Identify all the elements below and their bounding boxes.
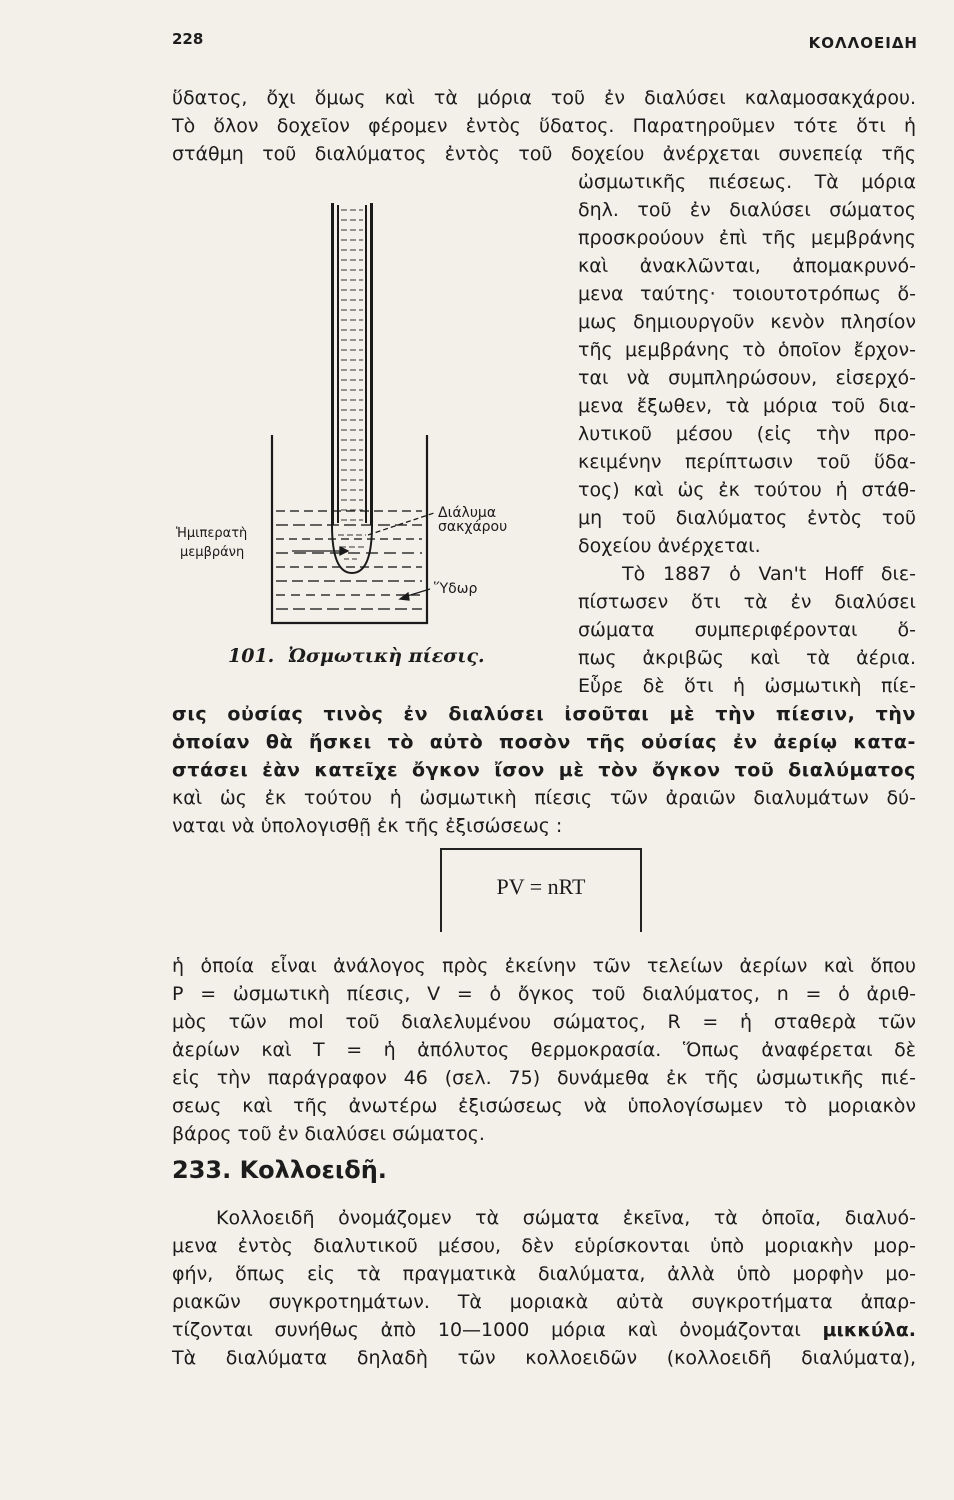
text-line: λυτικοῦ μέσου (εἰς τὴν προ- <box>578 423 916 445</box>
text-line: καὶ ὡς ἐκ τούτου ἡ ὠσμωτικὴ πίεσις τῶν ἀραιῶν διαλυμάτων δύ- <box>172 787 916 809</box>
text-line: προσκρούουν ἐπὶ τῆς μεμβράνης <box>578 227 916 249</box>
text-line: Τὸ ὅλον δοχεῖον φέρομεν ἐντὸς ὕδατος. Παρατηροῦμεν τότε ὅτι ἡ <box>172 115 916 137</box>
text-line: ὠσμωτικῆς πιέσεως. Τὰ μόρια <box>578 171 916 193</box>
text-line: ναται νὰ ὑπολογισθῇ ἐκ τῆς ἐξισώσεως : <box>172 815 563 837</box>
paragraph-4 <box>172 1204 916 1372</box>
text-line: μενα ἔξωθεν, τὰ μόρια τοῦ δια- <box>578 395 916 417</box>
text-line: P = ὠσμωτικὴ πίεσις, V = ὁ ὄγκος τοῦ διαλύματος, n = ὁ ἀριθ- <box>172 983 916 1005</box>
osmosis-figure <box>172 195 572 645</box>
osmosis-diagram <box>172 195 572 645</box>
formula: PV = nRT <box>496 874 586 899</box>
text-line: Κολλοειδῆ ὀνομάζομεν τὰ σώματα ἐκεῖνα, τὰ ὁποῖα, διαλυό- <box>216 1207 916 1229</box>
tube-wall-left <box>331 203 334 525</box>
label-solution-2: σακχάρου <box>438 519 508 535</box>
pointer-lines <box>292 513 434 600</box>
figure-caption <box>228 645 485 667</box>
text-line <box>172 1316 916 1344</box>
text-line: δηλ. τοῦ ἐν διαλύσει σώματος <box>578 199 916 221</box>
text-segment: τίζονται συνήθως ἀπὸ 10—1000 μόρια καὶ ὀνομάζονται <box>172 1319 823 1341</box>
text-line: ριακῶν συγκροτημάτων. Τὰ μοριακὰ αὐτὰ συγκροτήματα ἀπαρ- <box>172 1291 916 1313</box>
text-line: ἡ ὁποία εἶναι ἀνάλογος πρὸς ἐκείνην τῶν τελείων ἀερίων καὶ ὅπου <box>172 955 916 977</box>
text-line: ὕδατος, ὄχι ὅμως καὶ τὰ μόρια τοῦ ἐν διαλύσει καλαμοσακχάρου. <box>172 87 916 109</box>
text-line: ἀερίων καὶ T = ἡ ἀπόλυτος θερμοκρασία. Ὅπως ἀναφέρεται δὲ <box>172 1039 916 1061</box>
caption-number: 101. <box>228 645 275 667</box>
text-line: μενα ἐντὸς διαλυτικοῦ μέσου, δὲν εὑρίσκονται ὑπὸ μοριακὴν μορ- <box>172 1235 916 1257</box>
text-line: μενα ταύτης· τοιουτοτρόπως ὅ- <box>578 283 916 305</box>
text-line: ται νὰ συμπληρώσουν, εἰσερχό- <box>578 367 916 389</box>
text-line: μη τοῦ διαλύματος ἐντὸς τοῦ <box>578 507 916 529</box>
water-hatching <box>276 511 422 609</box>
text-line: σώματα συμπεριφέρονται ὅ- <box>578 619 916 641</box>
text-line: κειμένην περίπτωσιν τοῦ ὕδα- <box>578 451 916 473</box>
label-solution-1: Διάλυμα <box>438 505 497 521</box>
text-line: τῆς μεμβράνης τὸ ὁποῖον ἔρχον- <box>578 339 916 361</box>
solution-column <box>338 210 366 559</box>
page-header <box>172 30 918 56</box>
text-line: πως ἀκριβῶς καὶ τὰ ἀέρια. <box>578 647 916 669</box>
paragraph-2-bold <box>172 700 916 784</box>
paragraph-2-right <box>578 560 916 700</box>
text-line: στάθμη τοῦ διαλύματος ἐντὸς τοῦ δοχείου ἀνέρχεται συνεπείᾳ τῆς <box>172 143 916 165</box>
text-line: πίστωσεν ὅτι τὰ ἐν διαλύσει <box>578 591 916 613</box>
text-line: Τὰ διαλύματα δηλαδὴ τῶν κολλοειδῶν (κολλοειδῆ διαλύματα), <box>172 1347 916 1369</box>
paragraph-2-full <box>172 784 916 840</box>
caption-text: Ὠσμωτικὴ πίεσις. <box>288 645 485 667</box>
text-line: βάρος τοῦ ἐν διαλύσει σώματος. <box>172 1123 485 1145</box>
label-water: Ὕδωρ <box>434 581 478 597</box>
paragraph-3 <box>172 952 916 1148</box>
running-title: ΚΟΛΛΟΕΙΔΗ <box>808 34 918 52</box>
text-line: ὁποίαν θὰ ἤσκει τὸ αὐτὸ ποσὸν τῆς οὐσίας ἐν ἀερίῳ κατα- <box>172 731 916 753</box>
text-line: καὶ ἀνακλῶνται, ἀπομακρυνό- <box>578 255 916 277</box>
text-line: εἰς τὴν παράγραφον 46 (σελ. 75) δυνάμεθα ἐκ τῆς ὠσμωτικῆς πιέ- <box>172 1067 916 1089</box>
label-membrane-2: μεμβράνη <box>180 545 245 560</box>
text-line: τος) καὶ ὡς ἐκ τούτου ἡ στάθ- <box>578 479 916 501</box>
label-membrane-1: Ἡμιπερατὴ <box>176 526 248 541</box>
text-line: δοχείου ἀνέρχεται. <box>578 535 761 557</box>
text-line: σεως καὶ τῆς ἀνωτέρω ἐξισώσεως νὰ ὑπολογίσωμεν τὸ μοριακὸν <box>172 1095 916 1117</box>
page-number: 228 <box>172 30 204 48</box>
text-line: στάσει ἐὰν κατεῖχε ὄγκον ἴσον μὲ τὸν ὄγκον τοῦ διαλύματος <box>172 759 916 781</box>
text-line: σις οὐσίας τινὸς ἐν διαλύσει ἰσοῦται μὲ τὴν πίεσιν, τὴν <box>172 703 916 725</box>
section-heading: 233. Κολλοειδῆ. <box>172 1156 387 1184</box>
text-line: μὸς τῶν mol τοῦ διαλελυμένου σώματος, R = ἡ σταθερὰ τῶν <box>172 1011 916 1033</box>
paragraph-1-top <box>172 84 916 168</box>
term-micelles: μικκύλα. <box>822 1319 916 1341</box>
paragraph-1-right <box>578 168 916 560</box>
formula-box <box>440 848 642 932</box>
text-line: Τὸ 1887 ὁ Van't Hoff διε- <box>622 563 916 585</box>
tube-wall-right <box>370 203 373 525</box>
text-line: μως δημιουργοῦν κενὸν πλησίον <box>578 311 916 333</box>
text-line: φήν, ὅπως εἰς τὰ πραγματικὰ διαλύματα, ἀλλὰ ὑπὸ μορφὴν μο- <box>172 1263 916 1285</box>
text-line: Εὗρε δὲ ὅτι ἡ ὠσμωτικὴ πίε- <box>578 675 916 697</box>
